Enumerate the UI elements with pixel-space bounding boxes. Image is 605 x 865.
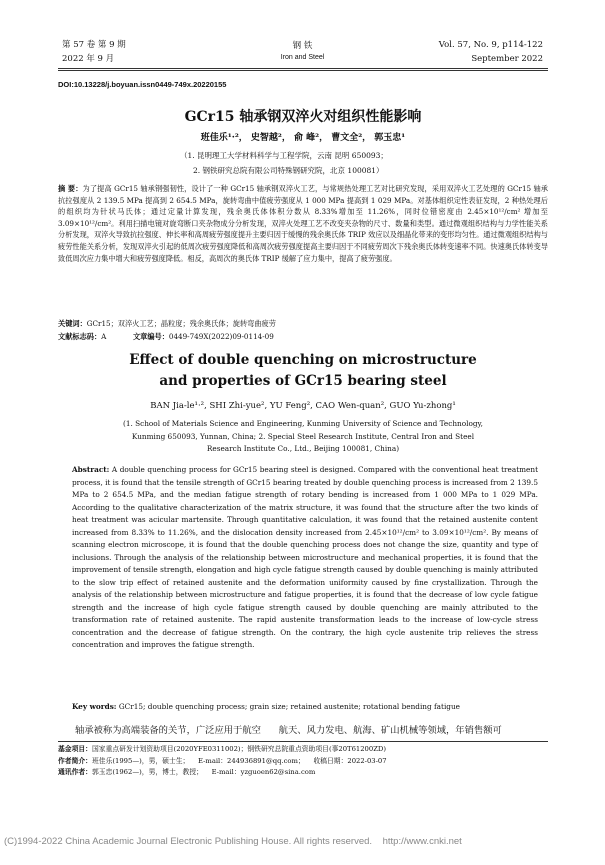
cn-abstract-label: 摘 要：: [58, 184, 83, 193]
cn-keywords: [58, 318, 548, 330]
en-affiliation: [58, 418, 548, 456]
footnote-corresponding: [58, 767, 548, 779]
header-volume-en: Vol. 57, No. 9, p114-122: [438, 40, 543, 50]
author-text: 班佳乐(1995—)，男，硕士生； E-mail：244936891@qq.com； 收稿日期：2022-03-07: [91, 756, 387, 765]
header-date: 2022 年 9 月: [62, 54, 115, 64]
cn-title: GCr15 轴承钢双淬火对组织性能影响: [184, 109, 422, 125]
cn-authors: 班佳乐¹·²， 史智越²， 俞 峰²， 曹文全²， 郭玉忠¹: [200, 133, 406, 143]
author-label: 作者简介：: [58, 756, 92, 765]
en-affiliation-line-1: (1. School of Materials Science and Engineering, Kunming University of Science and Technology,: [123, 419, 483, 428]
en-abstract-text: A double quenching process for GCr15 bearing steel is designed. Compared with the conventional heat treatment process, it is found that the tensile strength of GCr15 bearing treated by double quenching process is increased from 2 139.5 MPa to 2 654.5 MPa, and the median fatigue strength of rotary bending is increased from 1 000 MPa to 1 029 MPa. According to the qualitative characterization of the matrix structure, it was found that the structure after the two kinds of heat treatment was acicular martensite. Through quantitative calculation, it was found that the retained austenite content increased from 8.33% to 11.26%, and the dislocation density increased from 2.45×10¹²/cm² to 3.09×10¹²/cm². By means of scanning electron microscope, it is found that the double quenching process does not change the size, quantity and type of inclusions. Through the analysis of the relationship between microstructure and mechanical properties, it is found that the improvement of tensile strength, elongation and high cycle fatigue strength caused by double quenching is mainly attributed to the slow trip effect of retained austenite and the deformation uniformity caused by fine crystallization. Through the analysis of the relationship between microstructure and fatigue properties, it is found that the decrease of low cycle fatigue strength and the increase of high cycle fatigue strength caused by double quenching are mainly attributed to the transformation rate of retained austenite. The rapid austenite transformation leads to the increase of low-cycle stress concentration and the decrease of fatigue strength. On the contrary, the high cycle austenite trip relieves the stress concentration and improves the fatigue strength.: [72, 465, 538, 649]
cn-class-label: 文献标志码：: [58, 332, 102, 341]
en-abstract-label: Abstract:: [72, 465, 110, 474]
cn-classification: [58, 331, 548, 343]
footnote-rule: [58, 741, 548, 742]
en-keywords: [72, 702, 538, 711]
cn-keywords-text: GCr15；双淬火工艺；晶粒度；残余奥氏体；旋转弯曲疲劳: [86, 319, 276, 328]
header-rule: [58, 68, 548, 69]
en-affiliation-line-3: Research Institute Co., Ltd., Beijing 100081, China): [206, 444, 400, 453]
en-affiliation-line-2: Kunming 650093, Yunnan, China; 2. Special Steel Research Institute, Central Iron and Steel: [131, 431, 475, 441]
en-authors: BAN Jia-le¹·², SHI Zhi-yue², YU Feng², CAO Wen-quan², GUO Yu-zhong¹: [150, 401, 456, 411]
cn-article-no-label: 文章编号：: [132, 332, 169, 341]
cn-class-value: A: [101, 332, 107, 341]
en-abstract: [72, 464, 538, 652]
body-first-line: 轴承被称为高端装备的关节，广泛应用于航空 航天、风力发电、航海、矿山机械等领域，年销售额可: [75, 725, 502, 736]
header-volume: 第 57 卷 第 9 期: [62, 40, 126, 50]
header-rule-2: [58, 70, 548, 71]
en-keywords-text: GCr15; double quenching process; grain size; retained austenite; rotational bending fatigue: [118, 702, 460, 711]
footnote-fund: [58, 744, 548, 756]
fund-label: 基金项目：: [58, 745, 92, 753]
cn-abstract: [58, 183, 548, 264]
cn-affiliation-1: （1. 昆明理工大学材料科学与工程学院，云南 昆明 650093；: [180, 151, 388, 160]
en-title-line-1: Effect of double quenching on microstructure: [129, 352, 477, 368]
footnote-author: [58, 756, 548, 768]
fund-text: 国家重点研发计划资助项目(2020YFE0311002)；钢铁研究总院重点资助项目(事20T61200ZD): [91, 745, 387, 753]
header-journal-en: Iron and Steel: [280, 54, 325, 61]
en-title-line-2: and properties of GCr15 bearing steel: [159, 373, 447, 389]
copyright-line: (C)1994-2022 China Academic Journal Electronic Publishing House. All rights reserved. http://www.cnki.net: [4, 836, 462, 847]
cn-keywords-label: 关键词：: [58, 319, 87, 328]
header-month-en: September 2022: [471, 54, 543, 64]
cn-abstract-text: 为了提高 GCr15 轴承钢强韧性，设计了一种 GCr15 轴承钢双淬火工艺，与常规热处理工艺对比研究发现，采用双淬火工艺处理的 GCr15 轴承抗拉强度从 2 139.5 MPa 提高到 2 654.5 MPa，旋转弯曲中值疲劳强度从 1 000 MPa 提高到 1 029 MPa。对基体组织定性表征发现，2 种热处理后的组织均为针状马氏体；通过定量计算发现，残余奥氏体体积分数从 8.33%增加至 11.26%，同时位错密度由 2.45×10¹²/cm² 增加至 3.09×10¹²/cm²。利用扫描电镜对旋弯断口夹杂物成分分析发现，双淬火处理工艺不改变夹杂物的尺寸、数量和类型。通过微观组织结构与力学性能关系分析发现，双淬火导致抗拉强度、伸长率和高周疲劳强度提升主要归因于缓慢的残余奥氏体 TRIP 效应以及细晶化带来的变形均匀性。通过微观组织结构与疲劳性能关系分析，发现双淬火引起的低周次疲劳强度降低和高周次疲劳强度提高主要归因于不同疲劳周次下残余奥氏体转变速率不同。快速奥氏体转变导致低周次应力集中增大和疲劳强度降低。相反，高周次的奥氏体 TRIP 缓解了应力集中，提高了疲劳强度。: [58, 184, 548, 263]
corr-text: 郭玉忠(1962—)，男，博士，教授； E-mail：yzguoen62@sina.com: [91, 768, 316, 776]
header-journal-cn: 钢 铁: [292, 41, 313, 51]
cn-affiliation-2: 2. 钢铁研究总院有限公司特殊钢研究院，北京 100081）: [193, 166, 384, 175]
footnote: [58, 744, 548, 779]
cn-article-no: 0449-749X(2022)09-0114-09: [168, 332, 274, 341]
corr-label: 通讯作者：: [58, 768, 92, 776]
en-keywords-label: Key words:: [72, 702, 117, 711]
en-title: [58, 350, 548, 392]
doi: DOI:10.13228/j.boyuan.issn0449-749x.20220155: [58, 80, 227, 89]
